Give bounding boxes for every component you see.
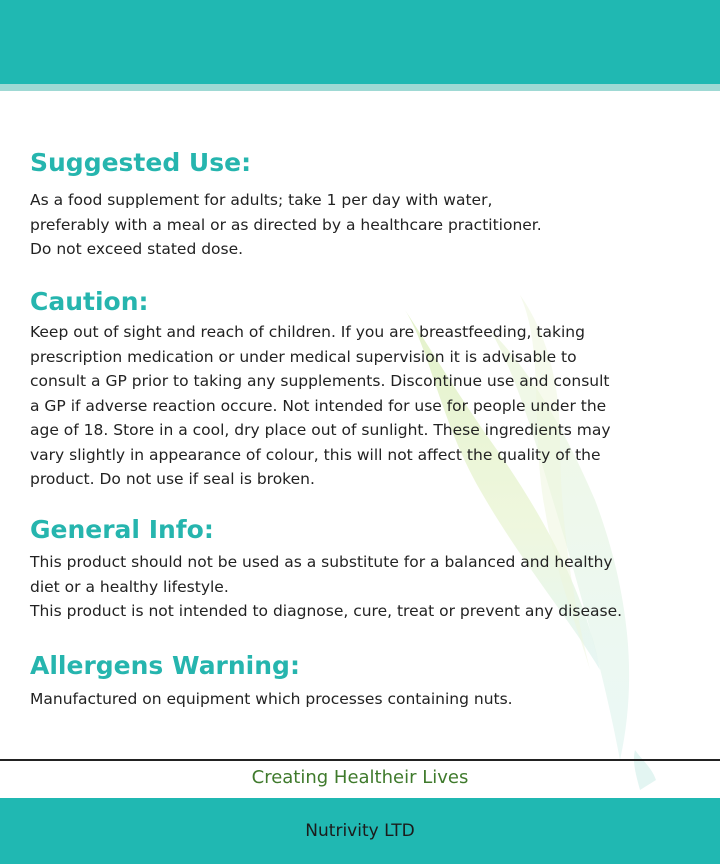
allergens-warning-section (30, 649, 513, 712)
company-name: Nutrivity LTD (305, 821, 415, 841)
caution-heading: Caution: (30, 287, 149, 316)
caution-line: Keep out of sight and reach of children. If you are breastfeeding, taking (30, 323, 585, 341)
general-info-line: This product is not intended to diagnose, cure, treat or prevent any disease. (30, 602, 623, 620)
allergens-warning-heading: Allergens Warning: (30, 651, 300, 680)
caution-section (30, 285, 611, 492)
suggested-use-line: Do not exceed stated dose. (30, 240, 244, 258)
allergens-warning-line: Manufactured on equipment which processes containing nuts. (30, 690, 513, 708)
general-info-section (30, 513, 622, 624)
caution-line: a GP if adverse reaction occure. Not intended for use for people under the (30, 396, 607, 415)
footer-divider (0, 759, 720, 761)
general-info-line: diet or a healthy lifestyle. (30, 577, 229, 596)
suggested-use-line: preferably with a meal or as directed by a healthcare practitioner. (30, 215, 542, 234)
suggested-use-text (30, 188, 542, 262)
header-band (0, 0, 720, 84)
suggested-use-line: As a food supplement for adults; take 1 per day with water, (30, 191, 493, 209)
footer-band (0, 798, 720, 864)
general-info-heading: General Info: (30, 515, 214, 544)
tagline: Creating Healtheir Lives (251, 767, 469, 788)
suggested-use-section (30, 146, 542, 262)
caution-text (30, 320, 611, 492)
caution-line: age of 18. Store in a cool, dry place out of sunlight. These ingredients may (30, 421, 611, 439)
caution-line: prescription medication or under medical supervision it is advisable to (30, 347, 577, 366)
caution-line: vary slightly in appearance of colour, this will not affect the quality of the (30, 445, 601, 464)
general-info-text (30, 550, 622, 624)
allergens-warning-text (30, 687, 513, 712)
suggested-use-heading: Suggested Use: (30, 148, 252, 177)
general-info-line: This product should not be used as a substitute for a balanced and healthy (30, 553, 613, 571)
caution-line: consult a GP prior to taking any supplements. Discontinue use and consult (30, 372, 610, 390)
caution-line: product. Do not use if seal is broken. (30, 470, 315, 488)
header-stripe (0, 84, 720, 91)
